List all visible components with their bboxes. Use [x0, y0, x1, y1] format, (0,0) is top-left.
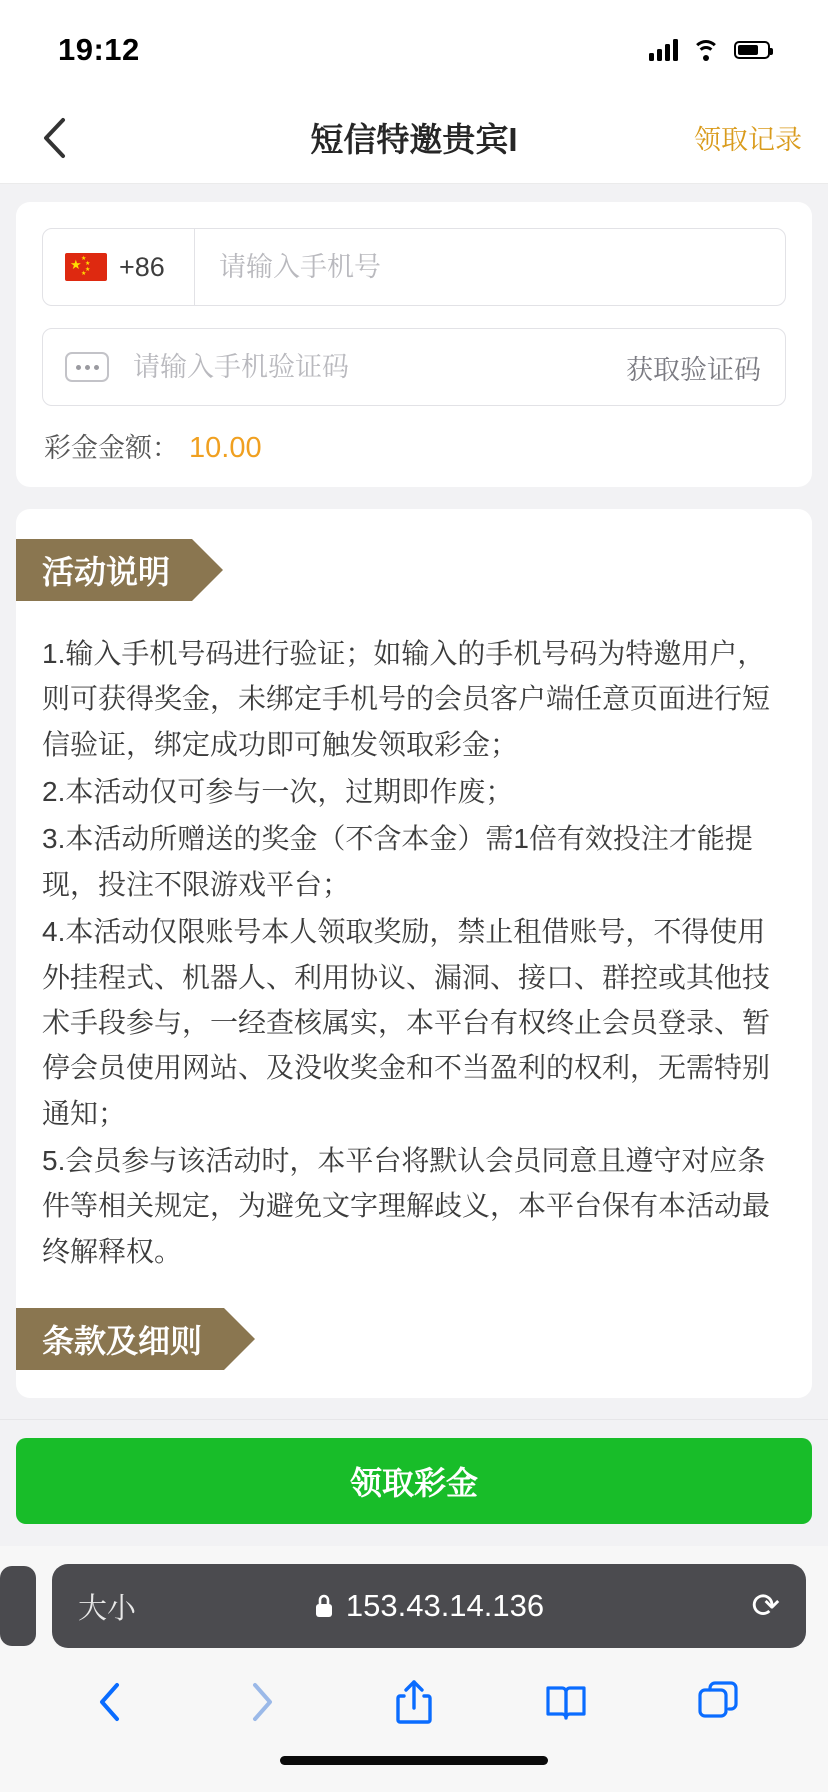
status-bar [0, 0, 828, 92]
rule-line: 4.本活动仅限账号本人领取奖励，禁止租借账号，不得使用外挂程式、机器人、利用协议、漏洞、接口、群控或其他技术手段参与，一经查核属实，本平台有权终止会员登录、暂停会员使用网站、及没收奖金和不当盈利的权利，无需特别通知； [42, 916, 771, 1129]
wifi-icon [692, 39, 720, 61]
bonus-amount-value: 10.00 [189, 432, 262, 464]
url-row [0, 1564, 828, 1648]
rule-line: 5.会员参与该活动时，本平台将默认会员同意且遵守对应条件等相关规定，为避免文字理解歧义，本平台保有本活动最终解释权。 [42, 1144, 771, 1267]
rule-line: 3.本活动所赠送的奖金（不含本金）需1倍有效投注才能提现，投注不限游戏平台； [42, 823, 753, 900]
activity-rules-title: 活动说明 [16, 539, 192, 601]
lock-icon [314, 1593, 334, 1619]
country-code-label: +86 [119, 251, 165, 282]
page-title: 短信特邀贵宾I [310, 121, 518, 158]
reload-icon[interactable]: ⟳ [751, 1587, 780, 1625]
battery-icon [734, 41, 770, 59]
browser-forward-icon[interactable] [230, 1670, 294, 1734]
url-display [52, 1588, 806, 1624]
tabs-icon[interactable] [686, 1670, 750, 1734]
address-bar[interactable] [52, 1564, 806, 1648]
claim-bonus-button[interactable]: 领取彩金 [16, 1438, 812, 1524]
url-text: 153.43.14.136 [345, 1588, 545, 1623]
claim-records-link[interactable]: 领取记录 [694, 125, 802, 155]
phone-input[interactable] [195, 229, 785, 305]
browser-back-icon[interactable] [78, 1670, 142, 1734]
safari-chrome [0, 1546, 828, 1792]
rule-line: 2.本活动仅可参与一次，过期即作废； [42, 776, 514, 808]
adjacent-tab-handle[interactable] [0, 1566, 36, 1646]
phone-field-row[interactable] [42, 228, 786, 306]
terms-title: 条款及细则 [16, 1308, 224, 1370]
home-indicator [0, 1756, 828, 1792]
cta-container [0, 1419, 828, 1546]
status-indicators [649, 31, 770, 61]
page-content [0, 184, 828, 1419]
china-flag-icon: ★ ★ ★ ★ ★ [65, 253, 107, 281]
activity-rules-card [16, 509, 812, 1398]
sms-code-icon [65, 352, 109, 382]
share-icon[interactable] [382, 1670, 446, 1734]
activity-rules-body [42, 631, 786, 1274]
claim-form-card [16, 202, 812, 487]
cellular-signal-icon [649, 39, 678, 61]
country-code-selector[interactable] [43, 229, 195, 305]
bookmarks-icon[interactable] [534, 1670, 598, 1734]
terms-section [42, 1308, 786, 1370]
browser-toolbar [0, 1648, 828, 1756]
get-code-button[interactable]: 获取验证码 [626, 354, 761, 385]
page-size-label[interactable]: 大小 [78, 1592, 137, 1625]
bonus-amount-row [42, 426, 786, 465]
rule-line: 1.输入手机号码进行验证；如输入的手机号码为特邀用户，则可获得奖金，未绑定手机号的会员客户端任意页面进行短信验证，绑定成功即可触发领取彩金； [42, 638, 771, 760]
chevron-left-icon[interactable] [26, 110, 82, 166]
nav-bar [0, 92, 828, 184]
bonus-amount-label: 彩金金额： [44, 433, 179, 463]
sms-code-field-row[interactable] [42, 328, 786, 406]
status-time: 19:12 [58, 32, 140, 67]
sms-code-input[interactable] [109, 329, 616, 405]
